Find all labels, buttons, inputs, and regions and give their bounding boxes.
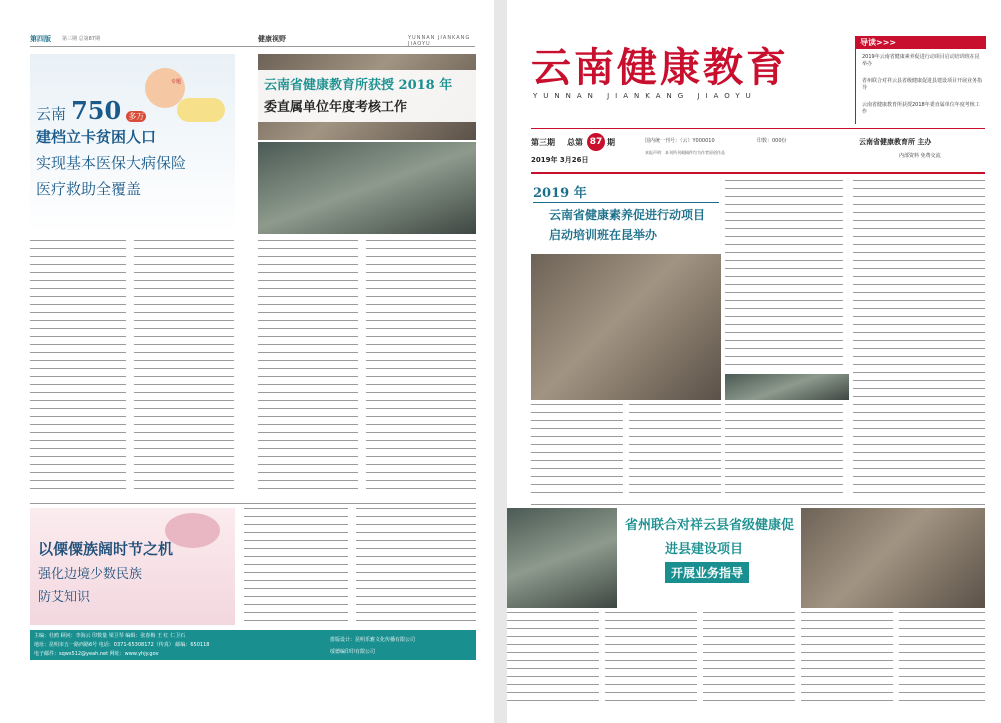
issue-bar-rule-top: [531, 128, 985, 129]
story2-title-box: [258, 70, 476, 122]
story2-text-col2: [605, 612, 697, 704]
story2-title-line2: 进县建设项目: [665, 542, 744, 557]
left-header: [30, 34, 475, 47]
footer-address: 地址：昆明市五一路西路6号 电话：0371-65308172（传真） 邮编：650118: [34, 642, 210, 648]
headline-number: 750: [71, 96, 122, 125]
issue-sponsor: 云南省健康教育所 主办: [859, 138, 932, 146]
issue-notice: 本报声明：本刊所刊载稿件均为作者原创作品: [645, 150, 725, 155]
footer-printer2: 绥德编印印有限公司: [330, 649, 376, 655]
story1-line4: 医疗救助全覆盖: [36, 180, 142, 198]
section-name: 健康视野: [258, 35, 286, 43]
story2-title-line1: 省州联合对祥云县省级健康促: [625, 518, 795, 533]
guide-item-3[interactable]: 云南省健康教育所获授2018年委直属单位年度考核工作: [862, 102, 980, 115]
left-footer: [30, 630, 476, 660]
guide-label: 导读>>>: [860, 38, 897, 47]
story2-text-col3: [703, 612, 795, 704]
issue-meta: 第三期 总第87期: [62, 36, 100, 42]
story2-text-col5: [899, 612, 985, 704]
issue-info: [531, 133, 643, 169]
masthead-pinyin: YUNNAN JIANKANG JIAOYU: [533, 92, 757, 100]
lead-year: 2019 年: [533, 186, 587, 201]
issue-label: 第三期: [531, 138, 555, 147]
issue-code: 国内统一刊号：（云）Y000010: [645, 138, 715, 144]
lead-title-line1: 云南省健康素养促进行动项目: [549, 208, 706, 222]
lead-photo-strip: [725, 374, 849, 400]
footer-printer: 排版设计：昆明乐雅文化传播有限公司: [330, 637, 416, 643]
story2-meeting-photo: [258, 142, 476, 234]
red-ribbon-illustration: [165, 513, 220, 548]
story2-photo-right: [507, 508, 617, 608]
header-pinyin: YUNNAN JIANKANG JIAOYU: [408, 35, 471, 47]
story2-text-col2: [366, 240, 476, 495]
page-gutter: [494, 0, 507, 723]
lead-text-col3b: [725, 404, 843, 500]
story2-title-line1: 云南省健康教育所获授 2018 年: [264, 78, 453, 93]
section-divider: [30, 503, 476, 504]
lead-rule: [533, 202, 719, 203]
story1-headline: [36, 96, 146, 125]
lead-title-line2: 启动培训班在昆举办: [549, 228, 658, 242]
story3-title-line2: 强化边境少数民族: [38, 567, 143, 582]
story3-banner: [30, 508, 235, 625]
lead-text-col2: [629, 404, 721, 500]
guide-item-1[interactable]: 2019年云南省健康素养促进行动项目启动培训班在昆举办: [862, 54, 980, 67]
story2-title-box: [625, 510, 795, 592]
left-page: [0, 0, 494, 723]
story3-text-col1: [244, 508, 348, 625]
story2-title-line3: 开展业务指导: [665, 562, 749, 583]
lead-text-col1: [531, 404, 623, 500]
story3-title-line1: 以傈僳族阔时节之机: [38, 540, 174, 558]
cartoon-badge: [177, 98, 225, 122]
issue-total-label: 总第: [567, 138, 583, 147]
story2-title-line2: 委直属单位年度考核工作: [264, 100, 408, 115]
story1-text-col2: [134, 240, 234, 495]
story2-text-col1: [258, 240, 358, 495]
story1-tag: 专题: [171, 79, 182, 85]
story2-text-col4: [801, 612, 893, 704]
story1-line3: 实现基本医保大病保险: [36, 154, 187, 172]
story2-text-col1: [507, 612, 599, 704]
story2-site-photo: [801, 508, 985, 608]
story1-line2: 建档立卡贫困人口: [36, 128, 157, 146]
story1-banner: [30, 54, 235, 234]
guide-header: [856, 36, 986, 49]
issue-internal: 内部资料 免费交流: [899, 153, 941, 159]
footer-contact: 电子邮件：sqws512@yeah.net 网址：www.yhjy.gov: [34, 651, 159, 657]
issue-bar-rule-bottom: [531, 172, 985, 174]
lead-meeting-photo: [531, 254, 721, 400]
lead-text-col4: [853, 180, 985, 500]
story3-title-line3: 防艾知识: [38, 590, 91, 605]
headline-unit: 多万: [128, 112, 145, 121]
issue-date: 2019年 3月26日: [531, 156, 589, 164]
lead-title-box: [531, 180, 721, 250]
guide-item-2[interactable]: 省州联合对祥云县省级健康促进县建设项目开展业务指导: [862, 78, 983, 91]
headline-prefix: 云南: [36, 105, 67, 123]
story3-text-col2: [356, 508, 476, 625]
issue-copies: 印数：000份: [757, 138, 787, 144]
issue-number-badge: 87: [587, 133, 605, 151]
lead-text-col3: [725, 180, 843, 370]
right-page: [507, 0, 1001, 723]
issue-qi: 期: [607, 138, 615, 147]
masthead-title: 云南健康教育: [531, 44, 789, 91]
footer-editors: 主编：杜鸥 顾问：李海云 印数量 梁卫琴 编辑：张春梅 王 红 仁卫石: [34, 633, 186, 639]
page-number: 第四版: [30, 35, 51, 43]
right-section-divider: [531, 504, 985, 505]
story1-text-col1: [30, 240, 126, 495]
guide-box: [855, 36, 986, 124]
